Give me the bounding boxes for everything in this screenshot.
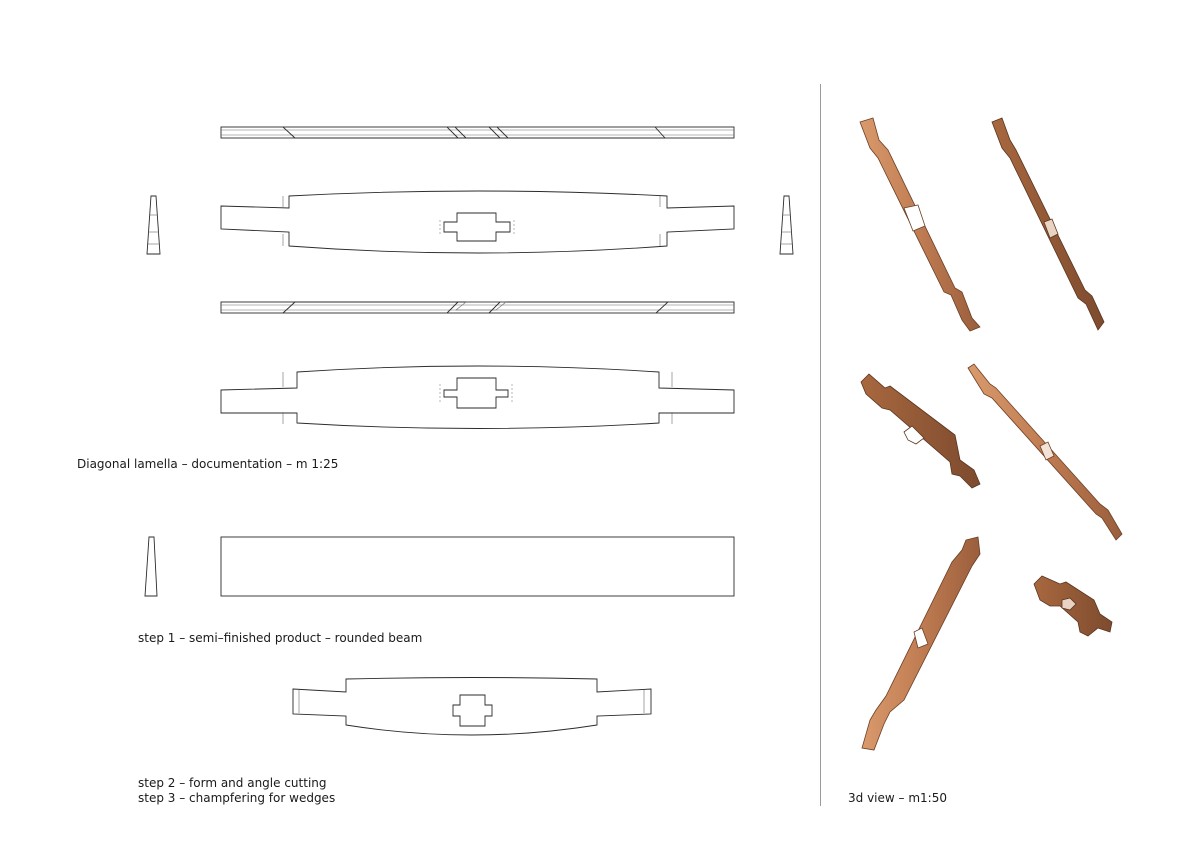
render-lamella-3	[968, 364, 1122, 540]
documentation-caption: Diagonal lamella – documentation – m 1:25	[77, 457, 339, 471]
render-lamella-4	[862, 537, 980, 750]
step2-caption: step 2 – form and angle cutting	[138, 776, 327, 790]
render-short-piece-1	[861, 374, 980, 488]
step1-caption: step 1 – semi–finished product – rounded beam	[138, 631, 423, 645]
render-lamella-2	[992, 118, 1104, 330]
render-short-piece-2	[1034, 576, 1112, 636]
vertical-divider	[820, 84, 821, 806]
step3-caption: step 3 – champfering for wedges	[138, 791, 336, 805]
render-lamella-1	[860, 118, 980, 331]
3d-view-caption: 3d view – m1:50	[848, 791, 947, 805]
